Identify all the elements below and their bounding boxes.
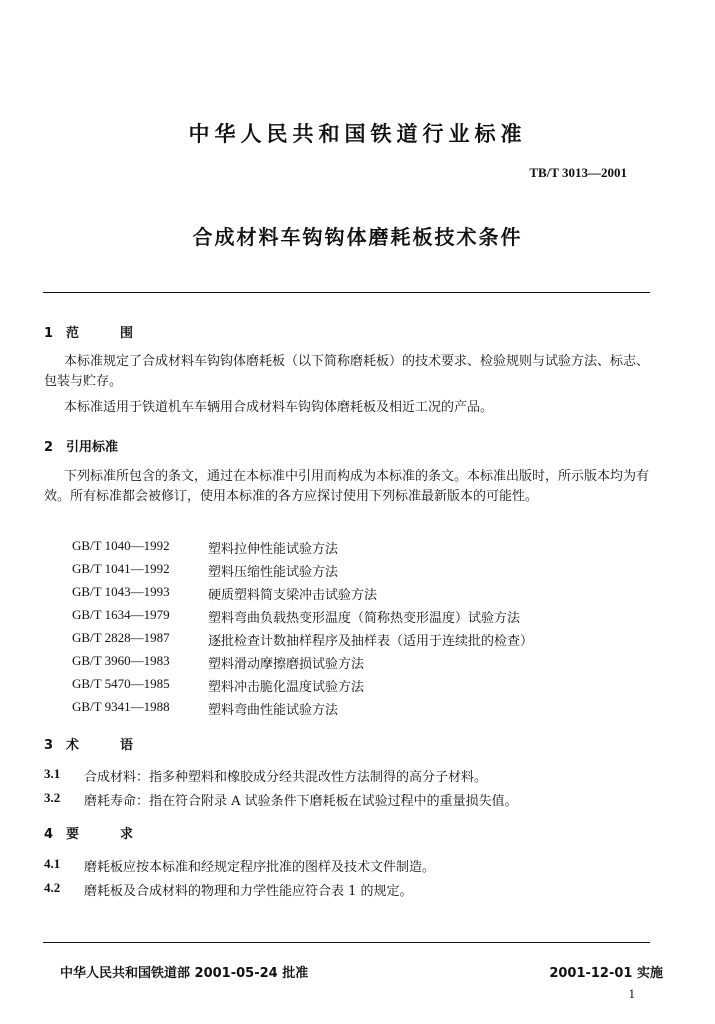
section-title: 引用标准 xyxy=(66,440,119,455)
bottom-rule xyxy=(43,942,650,943)
reference-code: GB/T 5470—1985 xyxy=(72,676,170,691)
reference-title: 塑料冲击脆化温度试验方法 xyxy=(208,680,365,695)
section-number: 2 xyxy=(44,440,54,455)
reference-code: GB/T 1041—1992 xyxy=(72,561,170,576)
section-title: 要 求 xyxy=(66,827,148,842)
section-number: 1 xyxy=(44,326,54,341)
references-paragraph: 下列标准所包含的条文，通过在本标准中引用而构成为本标准的条文。本标准出版时，所示版本均为有效。所有标准都会被修订，使用本标准的各方应探讨使用下列标准最新版本的可能性。 xyxy=(44,469,650,504)
scope-paragraph-1: 本标准规定了合成材料车钩钩体磨耗板（以下简称磨耗板）的技术要求、检验规则与试验方法、标志、包装与贮存。 xyxy=(44,354,650,389)
section-title: 术 语 xyxy=(66,738,148,753)
approval-line: 中华人民共和国铁道部 2001-05-24 批准 xyxy=(60,966,309,981)
implementation-date: 2001-12-01 实施 xyxy=(549,966,663,981)
page-number: 1 xyxy=(628,986,635,1001)
reference-title: 塑料压缩性能试验方法 xyxy=(208,565,339,580)
reference-code: GB/T 1043—1993 xyxy=(72,584,170,599)
clause-number: 3.1 xyxy=(44,766,61,781)
standard-code: TB/T 3013—2001 xyxy=(529,165,627,180)
section-1-heading xyxy=(44,322,147,341)
top-rule xyxy=(43,292,650,293)
scope-paragraph-2: 本标准适用于铁道机车车辆用合成材料车钩钩体磨耗板及相近工况的产品。 xyxy=(64,400,494,415)
section-3-heading xyxy=(44,734,147,753)
clause-text: 合成材料：指多种塑料和橡胶成分经共混改性方法制得的高分子材料。 xyxy=(84,770,488,785)
reference-title: 硬质塑料简支梁冲击试验方法 xyxy=(208,588,378,603)
clause-text: 磨耗板及合成材料的物理和力学性能应符合表 1 的规定。 xyxy=(84,884,413,899)
reference-title: 塑料弯曲性能试验方法 xyxy=(208,703,339,718)
clause-text: 磨耗板应按本标准和经规定程序批准的图样及技术文件制造。 xyxy=(84,860,436,875)
section-2-heading xyxy=(44,436,118,455)
reference-code: GB/T 2828—1987 xyxy=(72,630,170,645)
reference-code: GB/T 9341—1988 xyxy=(72,699,170,714)
section-number: 3 xyxy=(44,738,54,753)
clause-text: 磨耗寿命：指在符合附录 A 试验条件下磨耗板在试验过程中的重量损失值。 xyxy=(84,794,518,809)
reference-title: 塑料弯曲负载热变形温度（简称热变形温度）试验方法 xyxy=(208,611,521,626)
reference-code: GB/T 1040—1992 xyxy=(72,538,170,553)
section-number: 4 xyxy=(44,827,54,842)
reference-title: 塑料滑动摩擦磨损试验方法 xyxy=(208,657,365,672)
clause-number: 3.2 xyxy=(44,790,61,805)
section-4-heading xyxy=(44,823,147,842)
section-title: 范 围 xyxy=(66,326,148,341)
document-title: 合成材料车钩钩体磨耗板技术条件 xyxy=(192,225,523,249)
reference-code: GB/T 3960—1983 xyxy=(72,653,170,668)
reference-code: GB/T 1634—1979 xyxy=(72,607,170,622)
standard-header: 中华人民共和国铁道行业标准 xyxy=(188,122,527,146)
clause-number: 4.1 xyxy=(44,856,61,871)
clause-number: 4.2 xyxy=(44,880,61,895)
reference-title: 塑料拉伸性能试验方法 xyxy=(208,542,339,557)
reference-title: 逐批检查计数抽样程序及抽样表（适用于连续批的检查） xyxy=(208,634,534,649)
